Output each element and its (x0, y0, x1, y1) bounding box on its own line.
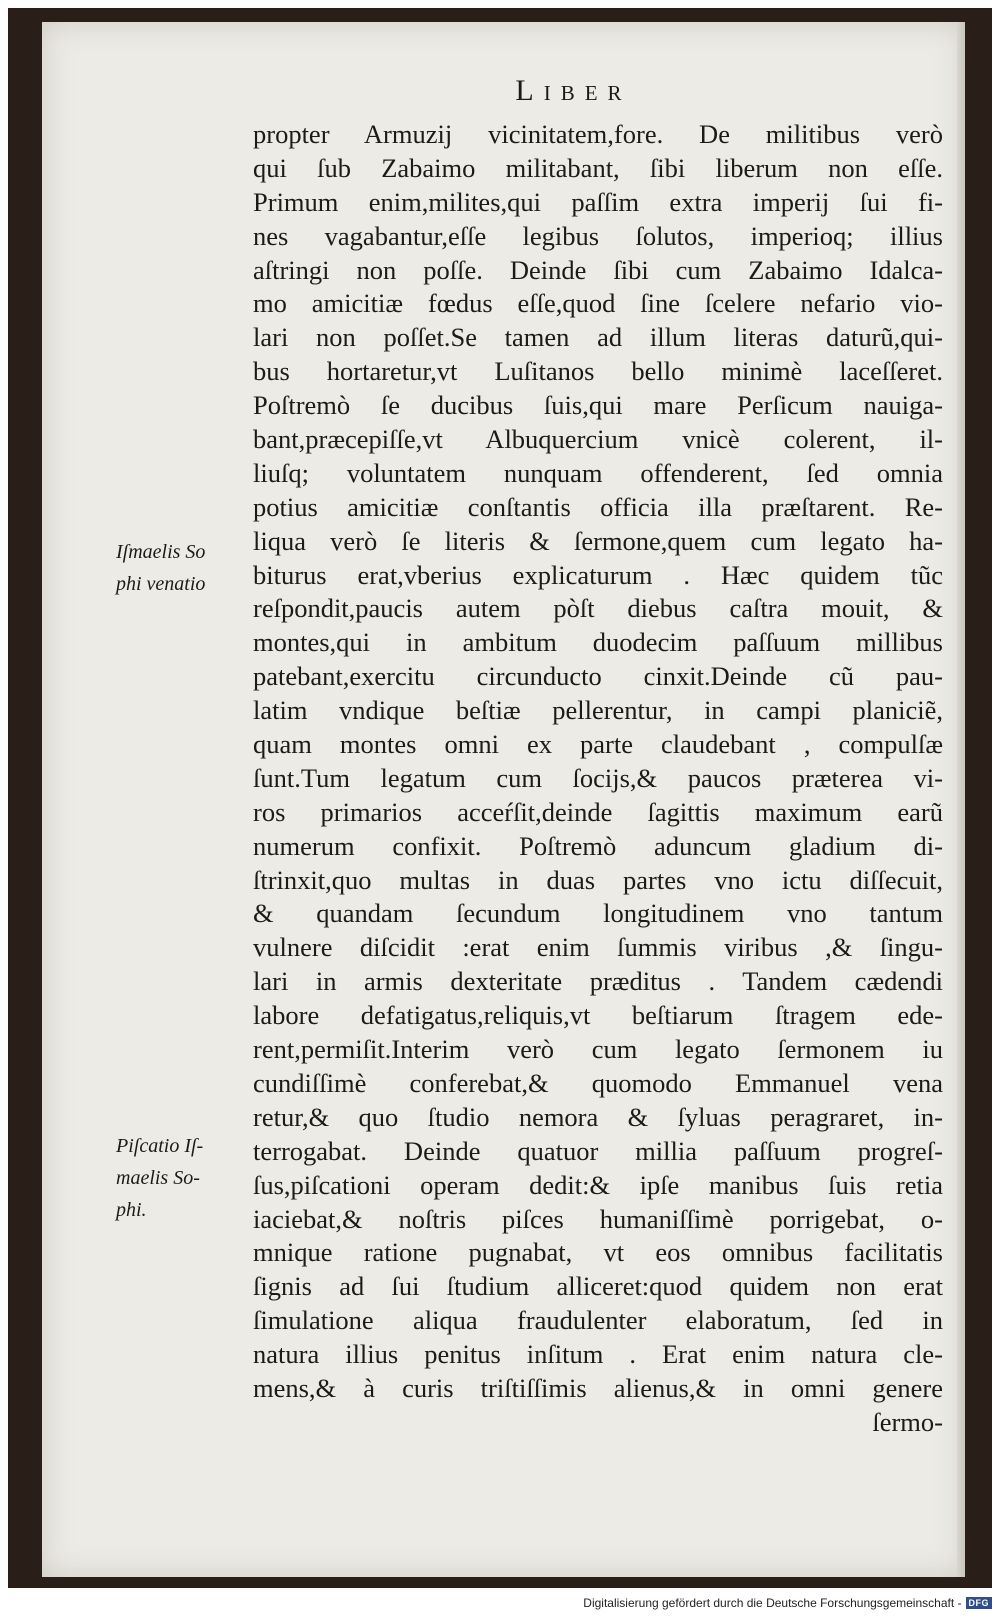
text-line: liuſq; voluntatem nunquam offenderent, ſed omnia (253, 457, 943, 488)
margin-note-line: phi. (116, 1199, 147, 1221)
text-line: liqua verò ſe literis & ſermone,quem cum legato ha- (253, 525, 943, 556)
text-line: numerum confixit. Poſtremò aduncum gladium di- (253, 830, 943, 861)
text-line: mnique ratione pugnabat, vt eos omnibus facilitatis (253, 1237, 943, 1268)
text-line: aſtringi non poſſe. Deinde ſibi cum Zabaimo Idalca- (253, 254, 943, 285)
page-edge (957, 22, 965, 1577)
text-line: propter Armuzij vicinitatem,fore. De militibus verò (253, 119, 943, 149)
text-line: ſimulatione aliqua fraudulenter elaboratum, ſed in (253, 1305, 943, 1336)
text-line: lari non poſſet.Se tamen ad illum literas daturũ,qui- (253, 322, 943, 353)
margin-note-line: Iſmaelis So (116, 541, 206, 563)
margin-note-piscatio (116, 1130, 246, 1226)
text-line: bus hortaretur,vt Luſitanos bello minimè laceſſeret. (253, 356, 943, 387)
body-text (253, 118, 943, 1440)
text-line: biturus erat,vberius explicaturum . Hæc quidem tũc (253, 559, 943, 590)
text-line: iaciebat,& noſtris piſces humaniſſimè porrigebat, o- (253, 1203, 943, 1234)
margin-note-line: Piſcatio Iſ- (116, 1135, 204, 1157)
text-line: mo amicitiæ fœdus eſſe,quod ſine ſcelere nefario vio- (253, 288, 943, 319)
text-line: Primum enim,milites,qui paſſim extra imperij ſui fi- (253, 186, 943, 217)
footer-text: Digitalisierung gefördert durch die Deutsche Forschungsgemeinschaft - (583, 1596, 962, 1610)
text-line: ſtrinxit,quo multas in duas partes vno ictu diſſecuit, (253, 864, 943, 895)
text-line: terrogabat. Deinde quatuor millia paſſuum progreſ- (253, 1135, 943, 1166)
text-line: ſus,piſcationi operam dedit:& ipſe manibus ſuis retia (253, 1169, 943, 1200)
text-line: latim vndique beſtiæ pellerentur, in campi planiciẽ, (253, 695, 943, 726)
text-line: ros primarios acceŕſit,deinde ſagittis maximum earũ (253, 796, 943, 827)
text-line: Poſtremò ſe ducibus ſuis,qui mare Perſicum nauiga- (253, 390, 943, 421)
margin-note-line: phi venatio (116, 573, 206, 595)
book-page (42, 22, 965, 1577)
dfg-logo: DFG (966, 1597, 993, 1609)
text-line: cundiſſimè conferebat,& quomodo Emmanuel vena (253, 1067, 943, 1098)
text-line: quam montes omni ex parte claudebant , compulſæ (253, 729, 943, 760)
text-line: mens,& à curis triſtiſſimis alienus,& in omni genere (253, 1372, 943, 1403)
text-line: retur,& quo ſtudio nemora & ſyluas peragraret, in- (253, 1101, 943, 1132)
text-line: nes vagabantur,eſſe legibus ſolutos, imperioq; illius (253, 220, 943, 251)
text-line: patebant,exercitu circunducto cinxit.Deinde cũ pau- (253, 661, 943, 692)
text-line: rent,permiſit.Interim verò cum legato ſermonem iu (253, 1034, 943, 1065)
text-line: bant,præcepiſſe,vt Albuquercium vnicè colerent, il- (253, 424, 943, 455)
text-line: lari in armis dexteritate præditus . Tandem cædendi (253, 966, 943, 997)
text-line: qui ſub Zabaimo militabant, ſibi liberum non eſſe. (253, 152, 943, 183)
text-line: ſignis ad ſui ſtudium alliceret:quod quidem non erat (253, 1271, 943, 1302)
text-line: natura illius penitus inſitum . Erat enim natura cle- (253, 1339, 943, 1370)
text-line: vulnere diſcidit :erat enim ſummis viribus ,& ſingu- (253, 932, 943, 963)
running-head: Liber (515, 74, 632, 107)
text-line: reſpondit,paucis autem pòſt diebus caſtra mouit, & (253, 593, 943, 624)
text-line: ſunt.Tum legatum cum ſocijs,& paucos præterea vi- (253, 762, 943, 793)
text-line: & quandam ſecundum longitudinem vno tantum (253, 898, 943, 929)
text-line: potius amicitiæ conſtantis officia illa præſtarent. Re- (253, 491, 943, 522)
text-line: ſermo- (872, 1406, 943, 1437)
digitization-footer (583, 1596, 992, 1610)
margin-note-line: maelis So- (116, 1167, 200, 1189)
margin-note-venatio (116, 536, 246, 600)
text-line: montes,qui in ambitum duodecim paſſuum millibus (253, 627, 943, 658)
text-line: labore defatigatus,reliquis,vt beſtiarum ſtragem ede- (253, 1000, 943, 1031)
